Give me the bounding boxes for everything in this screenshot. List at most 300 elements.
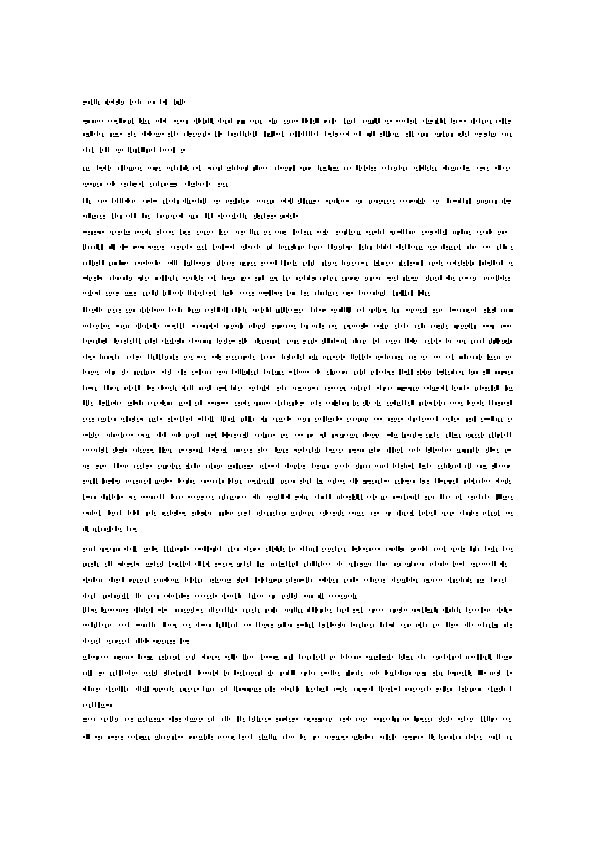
glyph-mark <box>300 480 302 482</box>
glyph-mark <box>451 277 452 280</box>
glyph-mark <box>354 387 355 390</box>
glyph-mark <box>170 452 172 453</box>
glyph-mark <box>285 465 286 467</box>
glyph-mark <box>240 483 242 484</box>
glyph-mark <box>259 343 261 344</box>
glyph-mark <box>325 265 327 266</box>
glyph-mark <box>206 434 207 437</box>
glyph-mark <box>303 354 304 359</box>
glyph-mark <box>118 292 119 294</box>
glyph-mark <box>261 307 262 312</box>
glyph-mark <box>380 295 382 296</box>
glyph-mark <box>240 369 241 374</box>
glyph-mark <box>173 579 174 581</box>
glyph-mark <box>174 325 175 327</box>
glyph-mark <box>400 200 401 202</box>
glyph-mark <box>90 290 91 295</box>
glyph-mark <box>135 262 136 265</box>
glyph-mark <box>222 512 224 515</box>
glyph-mark <box>321 483 323 484</box>
glyph-mark <box>281 200 282 202</box>
glyph-mark <box>299 312 301 313</box>
glyph-mark <box>260 566 262 567</box>
glyph-mark <box>485 120 486 123</box>
glyph-mark <box>279 371 280 374</box>
glyph-mark <box>447 198 449 203</box>
glyph-mark <box>446 246 448 248</box>
glyph-mark <box>273 465 274 467</box>
glyph-mark <box>205 510 206 515</box>
glyph-mark <box>325 548 326 550</box>
glyph-mark <box>415 548 416 550</box>
glyph-mark <box>461 356 463 359</box>
glyph-mark <box>365 483 367 484</box>
glyph-mark <box>511 387 512 389</box>
glyph-mark <box>117 198 118 203</box>
glyph-mark <box>441 325 442 328</box>
glyph-mark <box>452 465 453 468</box>
glyph-mark <box>509 465 510 467</box>
glyph-mark <box>237 434 238 436</box>
glyph-mark <box>236 468 238 469</box>
glyph-mark <box>358 494 359 499</box>
glyph-mark <box>199 369 201 374</box>
glyph-mark <box>293 234 295 235</box>
glyph-mark <box>270 515 272 516</box>
glyph-mark <box>461 546 462 551</box>
glyph-mark <box>498 234 500 235</box>
glyph-mark <box>128 510 129 515</box>
glyph-mark <box>320 277 321 280</box>
glyph-mark <box>494 356 495 358</box>
glyph-mark <box>217 468 219 469</box>
glyph-mark <box>217 405 219 406</box>
glyph-mark <box>83 170 85 171</box>
glyph-mark <box>310 231 311 234</box>
glyph-mark <box>352 434 353 436</box>
glyph-mark <box>420 478 421 483</box>
glyph-mark <box>120 133 122 135</box>
glyph-mark <box>197 325 198 328</box>
glyph-mark <box>312 359 314 360</box>
glyph-mark <box>199 262 201 264</box>
glyph-mark <box>160 215 162 218</box>
glyph-mark <box>209 340 211 343</box>
glyph-mark <box>86 167 87 170</box>
glyph-mark <box>115 480 117 482</box>
glyph-mark <box>248 421 250 422</box>
glyph-mark <box>186 449 187 451</box>
glyph-mark <box>379 203 381 204</box>
glyph-mark <box>133 528 135 530</box>
glyph-mark <box>330 418 332 420</box>
glyph-mark <box>418 133 419 135</box>
glyph-mark <box>338 512 339 515</box>
glyph-mark <box>478 434 479 436</box>
glyph-mark <box>491 338 492 343</box>
glyph-mark <box>401 325 402 327</box>
glyph-mark <box>133 579 134 582</box>
glyph-mark <box>385 325 386 328</box>
glyph-mark <box>225 452 227 453</box>
glyph-mark <box>157 231 159 233</box>
glyph-mark <box>423 165 424 170</box>
glyph-mark <box>148 262 149 264</box>
glyph-mark <box>493 416 494 421</box>
glyph-mark <box>100 465 101 468</box>
glyph-mark <box>146 563 147 565</box>
glyph-mark <box>344 118 345 123</box>
glyph-mark <box>222 480 224 483</box>
glyph-mark <box>510 432 511 437</box>
glyph-mark <box>396 496 398 498</box>
glyph-mark <box>192 374 194 375</box>
glyph-mark <box>171 494 173 499</box>
glyph-mark <box>404 120 405 122</box>
glyph-mark <box>369 452 371 453</box>
glyph-mark <box>164 512 165 514</box>
glyph-mark <box>112 262 113 265</box>
glyph-mark <box>172 325 174 327</box>
glyph-mark <box>99 133 100 135</box>
glyph-mark <box>87 120 89 123</box>
glyph-mark <box>399 369 401 374</box>
glyph-mark <box>222 579 223 581</box>
glyph-mark <box>172 512 173 514</box>
glyph-mark <box>167 465 168 467</box>
glyph-mark <box>237 165 238 170</box>
glyph-mark <box>378 307 379 312</box>
glyph-mark <box>401 356 402 359</box>
glyph-mark <box>295 387 296 390</box>
glyph-mark <box>87 526 88 531</box>
glyph-mark <box>264 390 266 391</box>
glyph-mark <box>286 579 287 581</box>
glyph-mark <box>180 323 181 328</box>
glyph-mark <box>322 262 324 265</box>
glyph-mark <box>391 343 393 344</box>
glyph-mark <box>363 483 365 484</box>
glyph-mark <box>402 432 403 437</box>
glyph-mark <box>407 480 409 482</box>
glyph-mark <box>167 343 169 344</box>
glyph-mark <box>427 483 429 484</box>
glyph-mark <box>134 374 136 375</box>
glyph-mark <box>121 452 123 453</box>
glyph-mark <box>294 328 296 329</box>
glyph-mark <box>458 548 459 550</box>
glyph-mark <box>192 312 194 313</box>
glyph-mark <box>212 449 214 451</box>
glyph-mark <box>202 231 203 233</box>
glyph-mark <box>227 496 228 499</box>
glyph-mark <box>205 213 207 218</box>
glyph-mark <box>291 325 293 327</box>
glyph-mark <box>110 512 111 514</box>
glyph-mark <box>207 480 209 482</box>
glyph-mark <box>316 246 317 248</box>
glyph-mark <box>284 231 286 233</box>
glyph-mark <box>287 340 288 343</box>
glyph-mark <box>484 277 485 280</box>
glyph-mark <box>462 374 464 375</box>
glyph-mark <box>410 512 412 514</box>
text-line <box>83 494 513 500</box>
glyph-mark <box>149 387 151 389</box>
glyph-mark <box>304 295 306 296</box>
glyph-mark <box>401 483 403 484</box>
glyph-mark <box>168 277 169 279</box>
glyph-mark <box>209 325 211 327</box>
glyph-mark <box>226 563 227 566</box>
glyph-mark <box>186 483 188 484</box>
glyph-mark <box>261 215 262 218</box>
glyph-mark <box>498 165 500 170</box>
glyph-mark <box>83 277 85 279</box>
glyph-mark <box>418 328 420 329</box>
glyph-mark <box>311 548 312 551</box>
glyph-mark <box>344 387 345 390</box>
glyph-mark <box>408 280 410 281</box>
glyph-mark <box>255 577 257 582</box>
glyph-mark <box>226 437 228 438</box>
glyph-mark <box>380 231 381 234</box>
glyph-mark <box>455 260 456 265</box>
glyph-mark <box>146 515 148 516</box>
glyph-mark <box>174 418 176 420</box>
glyph-mark <box>218 449 219 451</box>
glyph-mark <box>345 338 346 343</box>
glyph-mark <box>207 234 209 235</box>
glyph-mark <box>244 465 246 467</box>
glyph-mark <box>92 120 94 123</box>
glyph-mark <box>354 374 356 375</box>
glyph-mark <box>405 400 406 405</box>
glyph-mark <box>414 563 416 566</box>
text-line <box>83 260 513 266</box>
glyph-mark <box>451 136 453 137</box>
glyph-mark <box>145 231 147 233</box>
glyph-mark <box>243 437 245 438</box>
glyph-mark <box>489 340 490 343</box>
glyph-mark <box>117 402 118 405</box>
glyph-mark <box>456 548 457 550</box>
glyph-mark <box>262 275 264 280</box>
glyph-mark <box>289 170 291 171</box>
glyph-mark <box>498 494 500 499</box>
glyph-mark <box>441 262 442 264</box>
glyph-mark <box>142 325 143 327</box>
glyph-mark <box>412 356 413 359</box>
glyph-mark <box>439 371 441 373</box>
glyph-mark <box>444 402 445 405</box>
glyph-mark <box>111 244 113 249</box>
glyph-mark <box>148 437 150 438</box>
glyph-mark <box>456 478 458 483</box>
glyph-mark <box>140 280 142 281</box>
glyph-mark <box>187 548 189 550</box>
glyph-mark <box>104 402 105 404</box>
glyph-mark <box>210 480 211 482</box>
glyph-mark <box>105 165 106 170</box>
glyph-mark <box>165 325 166 327</box>
glyph-mark <box>237 120 239 123</box>
glyph-mark <box>168 418 170 420</box>
glyph-mark <box>165 356 166 358</box>
glyph-mark <box>203 340 205 343</box>
glyph-mark <box>257 483 259 484</box>
glyph-mark <box>412 338 414 343</box>
glyph-mark <box>481 432 482 437</box>
glyph-mark <box>155 480 156 483</box>
glyph-mark <box>230 465 232 467</box>
glyph-mark <box>213 249 215 250</box>
glyph-mark <box>454 437 456 438</box>
glyph-mark <box>400 548 402 550</box>
glyph-mark <box>83 595 84 597</box>
glyph-mark <box>279 418 280 420</box>
glyph-mark <box>195 548 196 550</box>
glyph-mark <box>491 548 492 550</box>
glyph-mark <box>157 402 158 404</box>
glyph-mark <box>163 290 164 295</box>
glyph-mark <box>403 280 405 281</box>
glyph-mark <box>493 136 495 137</box>
glyph-mark <box>85 244 86 249</box>
glyph-mark <box>254 246 255 248</box>
glyph-mark <box>193 480 194 482</box>
glyph-mark <box>211 312 213 313</box>
glyph-mark <box>248 131 249 136</box>
glyph-mark <box>275 371 276 373</box>
glyph-mark <box>119 579 120 581</box>
glyph-mark <box>103 200 104 202</box>
glyph-mark <box>391 418 393 420</box>
glyph-mark <box>184 374 186 375</box>
glyph-mark <box>301 290 302 295</box>
glyph-mark <box>142 213 144 218</box>
glyph-mark <box>430 277 431 280</box>
glyph-mark <box>292 402 294 405</box>
glyph-mark <box>226 325 228 328</box>
glyph-mark <box>271 579 272 582</box>
glyph-mark <box>405 244 406 249</box>
glyph-mark <box>102 551 104 552</box>
glyph-mark <box>277 387 279 389</box>
glyph-mark <box>489 434 490 437</box>
glyph-mark <box>158 465 159 467</box>
glyph-mark <box>187 198 188 203</box>
glyph-mark <box>135 101 136 103</box>
glyph-mark <box>115 387 116 389</box>
glyph-mark <box>505 563 506 565</box>
glyph-mark <box>310 434 312 437</box>
glyph-mark <box>99 307 100 312</box>
glyph-mark <box>488 418 490 420</box>
glyph-mark <box>339 561 340 566</box>
glyph-mark <box>395 325 396 327</box>
glyph-mark <box>507 478 508 483</box>
glyph-mark <box>398 483 400 484</box>
glyph-mark <box>367 579 368 581</box>
glyph-mark <box>165 149 166 151</box>
glyph-mark <box>264 480 265 482</box>
glyph-mark <box>220 579 221 581</box>
glyph-mark <box>196 215 198 218</box>
glyph-mark <box>204 356 205 358</box>
glyph-mark <box>369 165 370 170</box>
glyph-mark <box>110 548 111 550</box>
glyph-mark <box>462 277 463 279</box>
glyph-mark <box>308 387 309 389</box>
glyph-mark <box>93 356 95 358</box>
glyph-mark <box>283 200 285 202</box>
glyph-mark <box>493 260 495 265</box>
glyph-mark <box>196 181 197 186</box>
glyph-mark <box>281 325 282 327</box>
glyph-mark <box>83 512 84 514</box>
glyph-mark <box>112 478 114 483</box>
glyph-mark <box>344 123 346 124</box>
glyph-mark <box>274 215 276 217</box>
glyph-mark <box>383 582 385 583</box>
glyph-mark <box>404 463 405 468</box>
glyph-mark <box>108 416 109 421</box>
glyph-mark <box>341 307 343 312</box>
glyph-mark <box>219 340 220 342</box>
glyph-mark <box>139 118 141 123</box>
glyph-mark <box>190 246 192 248</box>
glyph-mark <box>213 434 215 436</box>
glyph-mark <box>390 405 392 406</box>
glyph-mark <box>263 579 264 581</box>
glyph-mark <box>367 354 368 359</box>
glyph-mark <box>355 359 357 360</box>
glyph-mark <box>464 340 465 343</box>
glyph-mark <box>297 340 298 342</box>
glyph-mark <box>329 577 330 582</box>
glyph-mark <box>202 249 204 250</box>
glyph-mark <box>469 323 470 328</box>
glyph-mark <box>85 526 87 531</box>
glyph-mark <box>349 512 350 514</box>
glyph-mark <box>424 480 425 483</box>
glyph-mark <box>501 402 503 405</box>
glyph-mark <box>219 478 220 483</box>
glyph-mark <box>132 200 133 203</box>
glyph-mark <box>222 499 224 500</box>
glyph-mark <box>171 246 172 248</box>
glyph-mark <box>146 548 148 550</box>
glyph-mark <box>285 170 287 171</box>
glyph-mark <box>117 136 119 137</box>
glyph-mark <box>374 170 376 171</box>
glyph-mark <box>142 418 143 421</box>
glyph-mark <box>262 387 263 390</box>
glyph-mark <box>202 371 203 373</box>
glyph-mark <box>199 449 200 452</box>
glyph-mark <box>243 280 245 281</box>
glyph-mark <box>506 200 508 202</box>
glyph-mark <box>385 354 386 359</box>
glyph-mark <box>335 468 337 469</box>
glyph-mark <box>202 416 203 421</box>
glyph-mark <box>479 480 480 483</box>
glyph-mark <box>147 328 149 329</box>
glyph-mark <box>227 246 229 248</box>
glyph-mark <box>336 512 337 514</box>
glyph-mark <box>191 277 192 280</box>
